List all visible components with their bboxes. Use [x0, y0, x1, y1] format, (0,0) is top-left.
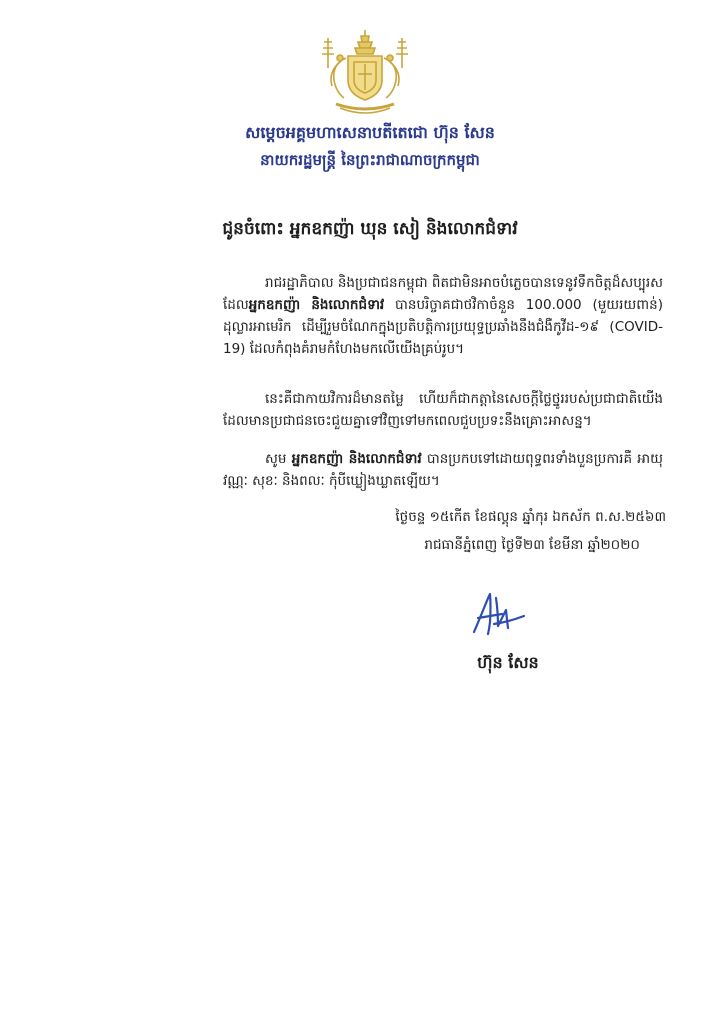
paragraph-3-text-a: សូម [265, 451, 292, 467]
date-lunar: ថ្ងៃចន្ទ ១៥កេីត ខែផល្គុន ឆ្នាំកុរ ឯកស័ក ព.ស.២៥៦៣ [395, 509, 666, 525]
paragraph-1-text-a: រាជរដ្ឋាភិបាល និងប្រជាជនកម្ពុជា ពិតជាមិនអាចបំភ្លេចបានទេនូវទឹកចិត្តដ៏សប្បុរស ដែល [223, 275, 663, 313]
salutation: ជូនចំពោះ អ្នកឧកញ៉ា ឃុន សៀ និងលោកជំទាវ [222, 219, 518, 239]
letterhead-subtitle: នាយករដ្ឋមន្ត្រី នៃព្រះរាជាណាចក្រកម្ពុជា [260, 151, 480, 169]
paragraph-3-text-b: បានប្រកបទៅដោយពុទ្ធពរទាំងបួនប្រការគឺ អាយុ វណ្ណៈ សុខៈ និងពលៈ កុំបីឃ្លៀងឃ្លាតឡើយ។ [223, 451, 663, 489]
paragraph-1-bold: អ្នកឧកញ៉ា និងលោកជំទាវ [248, 297, 385, 313]
paragraph-2: នេះគឺជាកាយវិការដ៏មានតម្លៃ ហើយក៏ជាកត្តានៃសេចក្តីថ្លៃថ្នូររបស់ប្រជាជាតិយើង ដែលមានប្រជាជនចេះជួយគ្នាទៅវិញទៅមកពេលជួបប្រទះនឹងគ្រោះអាសន្ន។ [223, 391, 663, 429]
letterhead-title: សម្តេចអគ្គមហាសេនាបតីតេជោ ហ៊ុន សែន [245, 123, 495, 142]
signer-name: ហ៊ុន សែន [477, 653, 539, 672]
royal-emblem-icon [318, 28, 412, 118]
paragraph-1-text-b: បានបរិច្ចាគជាថវិកាចំនួន 100.000 (មួយរយពាន់) ដុល្លារអាមេរិក ដើម្បីរួមចំណែកក្នុងប្រតិបត្តិការប្រយុទ្ធប្រឆាំងនឹងជំងឺកូវីដ-១៩ (COVID-19) ដែលកំពុងគំរាមកំហែងមកលើយើងគ្រប់រូប។ [223, 297, 663, 357]
signature-icon [468, 588, 530, 638]
paragraph-1 [223, 272, 663, 360]
paragraph-3-bold: អ្នកឧកញ៉ា និងលោកជំទាវ [291, 451, 422, 467]
date-solar: រាជធានីភ្នំពេញ ថ្ងៃទី២៣ ខែមីនា ឆ្នាំ២០២០ [424, 537, 640, 553]
paragraph-3 [223, 448, 663, 492]
